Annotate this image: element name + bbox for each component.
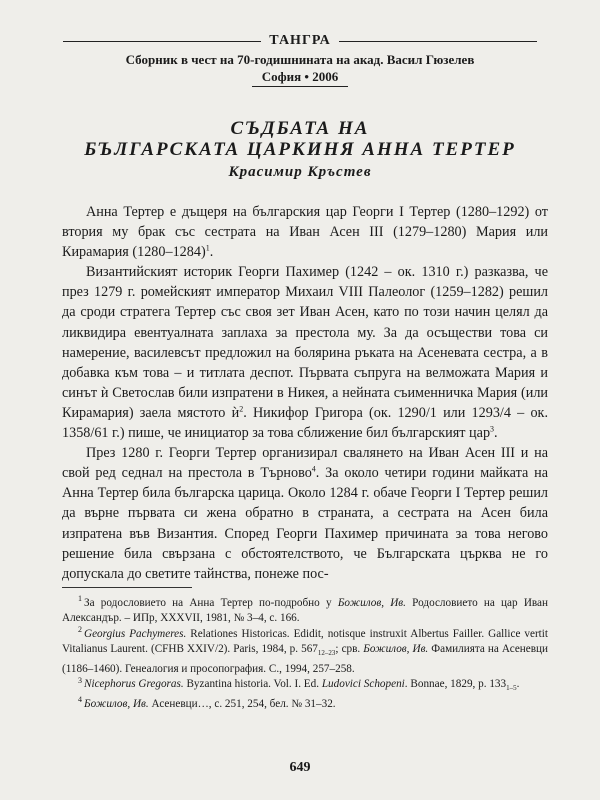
footnote-2: $^2$ Georgius Pachymeres. Relationes Historicas. Edidit, notisque instruxit Albertus Failler. Gallice vertit Vitalianus Laurent. (CFHB XXIV/2). Paris, 1984, p. $567_{12-23}$; срв. Божилов, Ив. Фамилията на Асеневци (1186–1460). Генеалогия и просопография. С., 1994, 257–258. bbox=[62, 625, 549, 675]
header-rule-left bbox=[63, 41, 261, 42]
article-title bbox=[0, 118, 600, 160]
footnote-ref: 4 bbox=[311, 464, 316, 474]
footnotes bbox=[62, 596, 548, 712]
footnote-ref: 3 bbox=[490, 424, 495, 434]
footnote-ref: 2 bbox=[239, 404, 244, 414]
journal-title: ТАНГРА bbox=[269, 33, 331, 48]
journal-subtitle: Сборник в чест на 70-годишнината на акад. Васил Гюзелев bbox=[125, 52, 475, 67]
header-rule-right bbox=[339, 41, 537, 42]
paragraph-3: През 1280 г. Георги Тертер организирал свалянето на Иван Асен III и на свой ред седнал на престола в Търново$^4$. За около четири години майката на Анна Тертер била българска царица. Около 1284 г. обаче Георги I Тертер решил да върне първата си жена обратно в страната, а сестрата на Асен била изпратена във Византия. Според Георги Пахимер причината за това негово решение била свързана с обстоятелството, че Българската църква не го допускала до светите тайнства, понеже пос- bbox=[62, 445, 548, 582]
journal-city-year: София • 2006 bbox=[252, 69, 348, 87]
article-author: Красимир Кръстев bbox=[228, 164, 372, 180]
page-number: 649 bbox=[289, 760, 311, 775]
footnote-ref: 1 bbox=[205, 243, 210, 253]
footnote-1: $^1$ За родословието на Анна Тертер по-подробно у Божилов, Ив. Родословието на цар Иван Александър. – ИПр, XXXVII, 1981, № 3–4, с. 166. bbox=[62, 594, 548, 625]
running-header bbox=[55, 33, 545, 87]
footnote-separator bbox=[62, 587, 192, 588]
footnote-4: $^4$ Божилов, Ив. Асеневци…, с. 251, 254, бел. № 31–32. bbox=[78, 695, 336, 710]
footnote-3: $^3$ Nicephorus Gregoras. Byzantina historia. Vol. I. Ed. Ludovici Schopeni. Bonnae, 1829, p. $133_{1-5}$. bbox=[78, 675, 520, 693]
article-body bbox=[62, 202, 548, 584]
paragraph-1: Анна Тертер е дъщеря на българския цар Георги I Тертер (1280–1292) от втория му брак със сестрата на Иван Асен III (1279–1280) Мария или Кирамария (1280–1284)$^1$. bbox=[62, 204, 548, 261]
title-line-1: СЪДБАТА НА bbox=[230, 118, 370, 139]
title-line-2: БЪЛГАРСКАТА ЦАРКИНЯ АННА ТЕРТЕР bbox=[84, 139, 516, 160]
paragraph-2: Византийският историк Георги Пахимер (1242 – ок. 1310 г.) разказва, че през 1279 г. ромейският император Михаил VIII Палеолог (1259–1282) решил да сроди стратега Тертер със своя зет Иван Асен, като по този начин целял да ликвидира евентуалната заплаха за престола му. За да осъществи това си намерение, василевсът предложил на болярина ръката на Асеневата сестра, а в добавка към това – и титлата деспот. Първата съпруга на велможата Мария и синът ѝ Светослав били изпратени в Никея, а нейната съименничка Мария (или Кирамария) заела мястото $ѝ^2$. Никифор Григора (ок. 1290/1 или 1293/4 – ок. 1358/61 г.) пише, че инициатор за това сближение бил българският цар$^3$. bbox=[62, 264, 549, 442]
journal-line bbox=[55, 33, 545, 49]
